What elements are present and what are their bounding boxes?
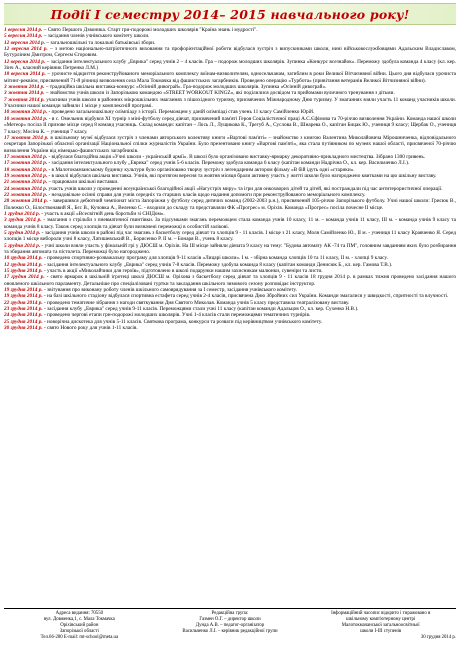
issue-date: 30 грудня 2014 р. (420, 635, 457, 640)
event-text: – з метою національно-патріотичного виховання та профорієнтаційної роботи відбулася зустріч з випускниками школи, нині військовослужбовцями Адальским Владиславом, Бутурліним Дмитром, Сергеєм Єгоровим. (4, 46, 456, 59)
publication-footer (4, 608, 456, 647)
event-date: 3 грудня 2014 р. (4, 217, 42, 224)
event-date: 19 жовтня 2014 р. (4, 172, 48, 179)
editor-line: Газмен О.Г. – директор школи (199, 617, 261, 622)
event-text: - учні школи взяли участь у фінальній грі у ДЮСШ м. Оріхів. На ІІІ місце зайняли дівчата 9 класу на тему: "Будова автомату АК -74 та ПМ", головним завданням яких було розбирання та збирання автомата та пістолета. Переможці було нагороджено. (4, 242, 456, 256)
event-text: в шкільному музеї відбулася зустріч з членами авторського колективу книги «Вартові пам'яті» – знайомство з книгою Валентина Миколайовича Мірошниченка, відповідального секретаря Запорізької обласної організації Національної спілки журналістів України. Було презентовано книгу «Вартові пам'яті», яка стала путівником по музеях нашої області, присвяченої 70-річчю визволення України від німецько-фашистських загарбників. (4, 134, 456, 154)
event-entry (4, 243, 456, 256)
event-entry (4, 325, 456, 331)
event-date: 3 жовтня 2014 р. (4, 90, 45, 97)
event-date: 7 жовтня 2014 р. (4, 96, 45, 103)
event-text: - засідання інтелектуального клубу „Еврика" серед учнів 5-6 класів. Переможу здобула команда 6 класу (капітан команди Надрічна О., кл. кер. Васильченко Л.І.). (47, 160, 410, 167)
event-date: 24 грудня 2014 р. (4, 312, 43, 319)
event-text: учасники учнів школи в районних мікрошкільних змаганнях з пішохідного туризму, присвячених Міжнародному Дню туризму. У змаганнях взяли участь 11 команд учасників школи. Учасники нашої команди зайняли 1 місце у комплексній програмі. (4, 96, 456, 110)
address-line: Запорізької області (59, 629, 99, 634)
event-entry (4, 71, 456, 84)
event-date: 18 жовтня 2014 р. (4, 166, 48, 173)
printing-line: школи І-ІІІ ступенів (360, 629, 402, 634)
event-entry (4, 230, 456, 243)
event-date: 24 жовтня 2014 р. (4, 185, 48, 192)
event-date: 17 грудня 2014 р. (4, 274, 45, 281)
event-date: 10 жовтня 2014 р. (4, 109, 48, 116)
event-text: - участь в акції «Всесвітній день боротьби зі СНІДом». (40, 210, 165, 217)
event-entry (4, 217, 456, 230)
event-date: 23 грудня 2014 р. (4, 306, 43, 313)
address-line: вул. Довженка,1, с. Мала Токмачка (43, 617, 115, 622)
event-entry (4, 59, 456, 72)
publisher-address (4, 609, 155, 647)
event-date: 5 грудня 2014 р. (4, 242, 41, 249)
event-date: 15 грудня 2014 р. (4, 268, 43, 275)
event-entry (4, 135, 456, 154)
event-date: 30 грудня 2014 р. (4, 325, 43, 332)
address-line: Оріхівський район (60, 623, 99, 628)
event-date: 10 жовтня 2014 р. (4, 115, 48, 122)
events-list (4, 27, 456, 607)
event-date: 17 жовтня 2014 р. (4, 153, 48, 160)
printing-info (305, 609, 456, 647)
event-text: - свято Нового року для учнів 1-11 класів. (42, 325, 138, 332)
printing-line: Малотокмачанської загальноосвітньої (341, 623, 420, 628)
event-date: 1 вересня 2014 р. (4, 27, 43, 33)
event-text: - участь в акції «Миколайчики для героїв», підготовлено в школі подарунки нашим захисникам малюнки, сувеніри та листи. (42, 268, 323, 275)
contact-line: Тел.66-280 E-mail: mt-school@meta.ua (40, 635, 119, 640)
editor-line: Васильченко Л.І. – керівник редакційної групи (182, 629, 278, 634)
event-date: 17 жовтня 2014 р. (4, 160, 48, 167)
event-text: - завершився дебютний чемпіонат міста Запоріжжя у футболу серед дитячих команд (2002-2003 р.н.), присвячений 105-річчю Запорізького футболу. Учні нашої школи: Грисюк В., Полежко О., Білоствонавий Я., Бєс В., Кучовка А., Веленко С. - входили до складу та представляли ФК «Прогрес» м. Оріхів. Команда «Прогрес» посіла почесне ІІ місце. (4, 198, 456, 211)
event-text: – знайомство учнів школи із Запорізькою командою «STREET WORKOUT KINGZ», які поділилися досвідом та прийомами вуличного тренування з дітьми. (44, 90, 395, 97)
event-text: - в Малотокмачанському будинку культури було організовано творчу зустріч з легендарним актором фільму «В бій ідуть одні «старики». (47, 166, 355, 173)
event-text: - в с. Омельник відбувся ХІ турнір з міні-футболу серед дівчат, присвячений пам'яті Героя Соціалістичної праці А.С.Єфімова та 70-річчю визволення України. Команда нашої школи «Метеор» посіла ІІ призове місце серед 8 команд учасниць. Склад команди: капітан – Лось Л., Лущикова К., Трегуб А., Суслова В., Шнарева О., капітан Бицак Ю., учениця 9 класу; Щербак О., учениця 7 класу; Мосіна К. – учениця 7 класу. (4, 115, 456, 135)
event-date: 12 вересня 2014 р. (4, 58, 46, 65)
event-text: – засідання інтелектуального клубу „Еврика" серед учнів 2 – 4 класів. Гра – подорож молодших школярів. Зупинка «Конкурс всезнайок». Переможу здобула команда 4 класу (кл. кер. Зінч А., класний керівник Петренко Л.М.) (4, 58, 456, 72)
editor-line: Дунда А.В. – педагог-організатор (195, 623, 265, 628)
event-text: - засідання клубу „Еврика" серед учнів 9-11 класів. Переможцями стали учні 11 класу (капітан команди Адальцов О., кл. кер. Сухенко Н.В.). (42, 306, 359, 313)
event-date: 17 жовтня 2014 р. (4, 134, 49, 141)
event-date: 25 грудня 2014 р. (4, 318, 43, 325)
event-date: 1 грудня 2014 р. (4, 210, 41, 217)
event-date: 12 вересня 2014 р. (4, 39, 46, 46)
event-text: - засідання інтелектуального клубу „Еврика" серед учнів 7-8 класів. Переможу здобула команда 8 класу (капітан команди Денисюк Б., кл. кер. Гамова Т.В.). (42, 261, 393, 268)
event-text: – загальношкільні та локальні батьківські збори. (45, 39, 156, 46)
event-date: 10 грудня 2014 р. (4, 255, 43, 262)
editorial-group (155, 609, 306, 647)
page-title: Події І семестру 2014– 2015 навчального року! (50, 6, 410, 22)
event-date: 19 грудня 2014 р. (4, 293, 43, 300)
event-text: - проведено тематичне зібрання з нагоди святкування Дня Святого Миколая. Команда учнів 5 класу представила театралізовану виставу. (42, 299, 350, 306)
event-entry (4, 274, 456, 287)
event-date: 5 вересня 2014 р. (4, 33, 43, 40)
event-text: - змагання з стрільби з пневматичної гвинтівки. За підсумками змагань переможцем стала команда учнів 10 класу, 11 м. – команда учнів 11 класу, ІІІ м. - команда учнів 9 класу та команда учнів 8 класу. Також серед хлопців та дівчат були визначені переможці в особистій залікові. (4, 217, 456, 230)
event-text: - засідання учнів школи в районі під час змагань з баскетболу серед дівчат та хлопців 9 - 11 класів. І місце з 21 класу, Моля Самійленко Ю., ІІ м. - учениця 11 класу Кравченко Я. Серед хлопців 1 місце вибороли учні 8 класу, Латишевський В., Борисенко Р. ІІ м. – Бонаря В., учень 8 класу. (4, 230, 456, 243)
printing-line: Інформаційний часопис відкрито і тиражовано в (331, 611, 431, 616)
event-text: участь учнів школи у проведенні всеукраїнської благодійної акції «Нагустріч миру» та ігри для онкохворих дітей та дітей, які постраждали під час антитерористичної операції. (47, 185, 443, 192)
event-text: - проведено спортивно-розважальну програму для хлопців 9-11 класів «Лицарі школи». І м. - збірна команда хлопців 10 та 11 класу, ІІ м. - хлопці 9 класу. (42, 255, 388, 262)
event-text: - свято ярмарок в шкільній ігротеці школі ДЮСШ м. Оріхова з баскетболу серед дівчат та хлопців 9 - 11 класів 18 грудня 2014 р. в рамках тижня проведено засідання нашого оновленого шкільного парламенту. Детальніше про спеціалізовані гуртки та закладання шкільного зимового сезону розповідає інструктор. (4, 274, 456, 287)
event-date: 18 вересня 2014 р. (4, 71, 46, 78)
event-text: – засідання членів учнівського комітету школи. (42, 33, 150, 40)
event-date: 5 грудня 2014 р. (4, 230, 41, 236)
printing-line: шкільному комп'ютерному центрі (346, 617, 416, 622)
event-text: - звітування про виконану роботу членів шкільного самоврядування за І семестр, засідання учнівського комітету. (42, 287, 297, 294)
address-line: Адреса видання: 70550 (55, 611, 103, 616)
event-date: 28 жовтня 2014 р. (4, 198, 48, 205)
event-text: - проведено чергові етапи гри-подорожі молодших школярів. Учні 1-4 класів стали переможцями тематичних турнірів. (42, 312, 311, 319)
event-date: 19 грудня 2014 р. (4, 287, 43, 294)
event-text: – урочисте відкриття реконструйованого меморіального комплексу воїнам-визволителям, односельчанам, загиблим в роки Великої Вітчизняної війни. Цього дня відбулася урочиста мітинг-реквієм, присвячений 71-й річниці визволення села Мала Токмачка від фашистських загарбників. Проведено операцію «Турбота» (привітання ветеранів Великої Вітчизняної війни). (4, 71, 456, 84)
event-text: - відбулася благодійна акція «Учні школи - українській армії». В школі було організовано виставку-ярмарку декоративно-прикладного мистецтва. Зібрано 1300 гривень. (47, 153, 426, 160)
event-date: 22 жовтня 2014 р. (4, 191, 48, 198)
event-text: - проведено загальношкільну олімпіаду з історії. Переможцем у даній олімпіаді став учень 11 класу Самійленко Юрій. (47, 109, 315, 116)
event-date: 22 грудня 2014 р. (4, 299, 43, 306)
event-entry (4, 97, 456, 110)
event-entry (4, 46, 456, 59)
event-entry (4, 116, 456, 135)
event-date: 12 грудня 2014 р. (4, 261, 43, 268)
event-text: - в школі відбулася шкільна виставка. Учнів, які протягом вересня та жовтня місяця брали активну участь у житті школи було нагороджено квитками на цю шкільну виставу. (47, 172, 437, 179)
editorial-heading: Редакційна група: (211, 611, 249, 616)
event-date: 3 жовтня 2014 р. (4, 84, 45, 91)
event-text: - на базі шкільного стадіону відбулася спортивна естафета серед учнів 2-4 класів, присвячена Дню Збройних сил України. Команди змагалися у швидкості, спритності та влучності. (42, 293, 449, 300)
event-date: 12 вересня 2014 р. (4, 46, 48, 53)
semester-banner (4, 3, 456, 25)
event-text: – працювали шкільні виставки. (47, 179, 119, 186)
event-text: - новорічна дискотека для учнів 5-11 класів. Святкова програма, конкурси та розваги під керівництвом учнівського комітету. (42, 318, 323, 325)
event-text: – Свято Першого Дзвоника. Старт гри-подорожі молодших школярів "Країна знань і мудрості". (42, 27, 258, 33)
event-date: 21 жовтня 2014 р. (4, 179, 48, 186)
event-text: – традиційна шкільна виставка-конкурс «Осінній дивограй». Гра-подорож молодших школярів. Зупинка «Осінній дивограй». (44, 84, 327, 91)
event-text: - незадовільне осінні справи для учнів середніх та старших класів щодо надання допомоги при реконструйованого меморіального комплексу. (47, 191, 366, 198)
event-entry (4, 198, 456, 211)
